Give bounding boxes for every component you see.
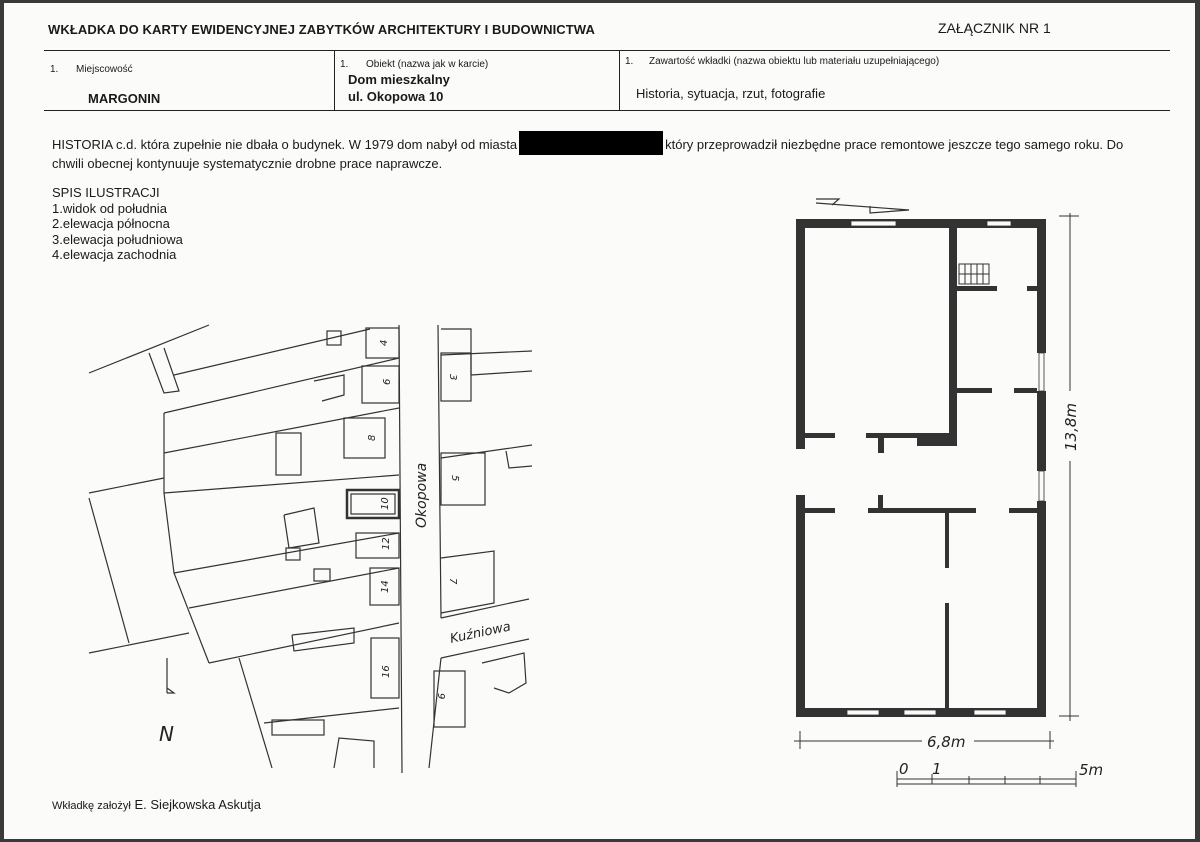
object-label: Obiekt (nazwa jak w karcie) (366, 59, 489, 70)
parcel-line (89, 633, 189, 653)
building (314, 569, 330, 581)
footer-author: E. Siejkowska Askutja (134, 797, 261, 812)
house-number-4: 4 (379, 339, 390, 346)
building (286, 548, 300, 560)
wall-east-lower (1037, 501, 1046, 717)
wall-interior (949, 228, 957, 446)
illustration-item: 2.elewacja północna (52, 216, 170, 231)
footer-label: Wkładkę założył (52, 800, 131, 812)
building-5 (441, 453, 485, 505)
plan-orientation-arrow (816, 199, 909, 213)
scale-one-label: 1 (932, 760, 942, 778)
plan-width-label: 6,8m (927, 733, 966, 751)
window (1039, 353, 1044, 391)
house-number-14: 14 (380, 580, 391, 593)
wall-interior (866, 433, 921, 438)
building (314, 375, 344, 401)
wall-interior (1027, 286, 1037, 291)
north-label: N (159, 722, 174, 746)
wall-interior (868, 508, 976, 513)
parcel-line (471, 371, 532, 375)
wall-east-middle (1037, 391, 1046, 471)
house-number-5: 5 (449, 475, 460, 482)
wall-west-upper (796, 219, 805, 449)
history-text-after: który przeprowadził niezbędne prace remontowe jeszcze tego samego roku. Do chwili obecnej kontynuuje systematycznie drobne prace naprawcze. (52, 137, 1124, 171)
staircase (959, 264, 989, 284)
building-6 (362, 366, 399, 403)
window (847, 710, 879, 715)
street-label-kuzniowa: Kuźniowa (448, 619, 513, 647)
contents-label: Zawartość wkładki (nazwa obiektu lub materiału uzupełniającego) (649, 56, 940, 67)
parcel-line (89, 325, 209, 373)
wall-interior (957, 388, 992, 393)
building (482, 653, 526, 693)
dimension-lines (794, 213, 1079, 749)
kuzniowa-street-north-edge (441, 599, 529, 618)
building (284, 508, 319, 548)
floor-plan (794, 199, 1079, 787)
site-map (89, 325, 532, 773)
history-text-before: HISTORIA c.d. która zupełnie nie dbała o budynek. W 1979 dom nabył od miasta (52, 137, 518, 152)
window (974, 710, 1006, 715)
locality-value: MARGONIN (88, 91, 161, 106)
plan-height-label: 13,8m (1062, 402, 1080, 451)
object-value-line1: Dom mieszkalny (348, 72, 450, 87)
parcel-line (264, 708, 399, 723)
floor-plan-labels (899, 403, 1103, 779)
wall-interior (945, 603, 949, 708)
house-number-16: 16 (381, 665, 392, 678)
wall-east-upper (1037, 219, 1046, 353)
illustration-item: 3.elewacja południowa (52, 231, 183, 247)
object-num: 1. (340, 59, 349, 70)
record-insert-page (4, 3, 1195, 839)
parcel-line (441, 329, 471, 375)
building (276, 433, 301, 475)
contents-num: 1. (625, 56, 634, 67)
parcel-line (441, 445, 532, 458)
scale-start-label: 0 (899, 760, 909, 778)
wall-interior (805, 433, 835, 438)
house-number-12: 12 (381, 537, 392, 550)
wall-interior (805, 508, 835, 513)
annex-number: ZAŁĄCZNIK NR 1 (938, 20, 1051, 36)
window (1039, 471, 1044, 501)
house-number-10: 10 (380, 497, 391, 510)
parcel-line (239, 658, 272, 768)
locality-label: Miejscowość (76, 64, 133, 75)
wall-interior (878, 495, 883, 513)
scale-bar (897, 771, 1076, 787)
document-title: WKŁADKA DO KARTY EWIDENCYJNEJ ZABYTKÓW ARCHITEKTURY I BUDOWNICTWA (48, 22, 595, 37)
parcel-line (149, 348, 179, 393)
building (272, 720, 324, 735)
illustrations-heading: SPIS ILUSTRACJI (52, 185, 160, 200)
building (334, 738, 374, 768)
wall-interior (878, 433, 884, 453)
house-number-7: 7 (447, 578, 458, 585)
drawings-canvas (4, 3, 1195, 839)
house-number-6: 6 (382, 378, 393, 385)
house-number-8: 8 (367, 434, 378, 441)
scale-end-label: 5m (1079, 761, 1104, 779)
house-number-3: 3 (447, 374, 458, 381)
wall-interior (1009, 508, 1037, 513)
window (851, 221, 896, 226)
locality-num: 1. (50, 64, 59, 75)
parcel-line (164, 413, 209, 663)
building-8 (344, 418, 385, 458)
parcel-line (89, 498, 129, 643)
parcel-line (89, 478, 164, 493)
wall-interior (1014, 388, 1037, 393)
house-number-9: 9 (435, 693, 446, 700)
wall-interior (957, 286, 997, 291)
street-label-okopowa: Okopowa (414, 462, 430, 528)
wall-interior (945, 513, 949, 568)
window (987, 221, 1011, 226)
parcel-line (506, 451, 532, 468)
illustration-item: 4.elewacja zachodnia (52, 247, 177, 262)
wall-interior (917, 433, 957, 446)
illustration-item: 1.widok od południa (52, 200, 167, 216)
parcel-line (164, 408, 399, 453)
parcel-line (189, 568, 399, 608)
contents-value: Historia, sytuacja, rzut, fotografie (636, 86, 826, 101)
okopowa-street-east-edge-south (429, 658, 441, 768)
north-arrow-head (167, 688, 174, 693)
wall-west-lower (796, 495, 805, 717)
object-value-line2: ul. Okopowa 10 (348, 89, 444, 104)
window (904, 710, 936, 715)
footer (52, 797, 261, 812)
